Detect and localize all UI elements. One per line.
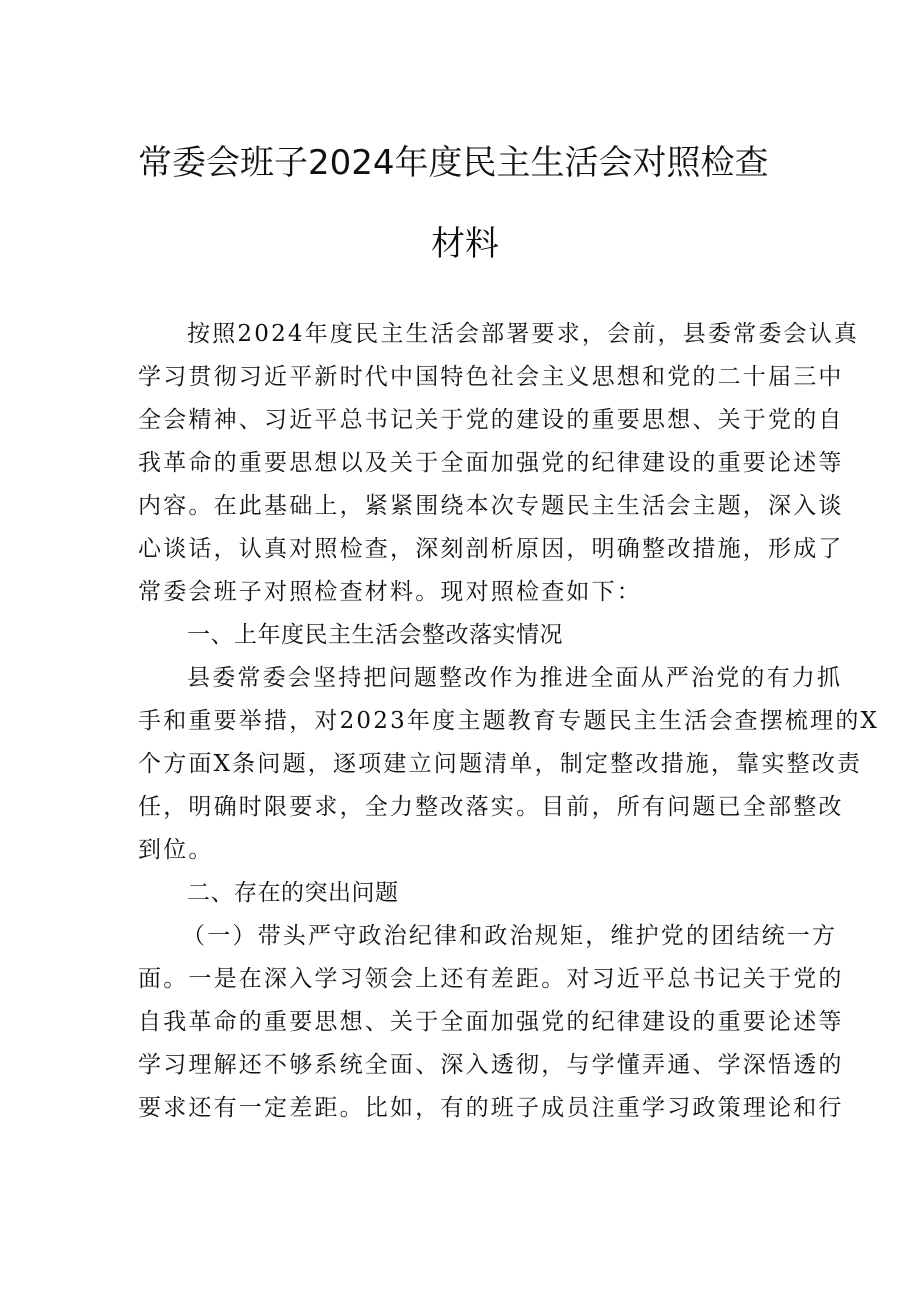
intro-line-1: 按照2024年度民主生活会部署要求，会前，县委常委会认真 [187, 321, 860, 347]
section-2-line-5: 要求还有一定差距。比如，有的班子成员注重学习政策理论和行 [138, 1095, 844, 1121]
intro-line-4: 我革命的重要思想以及关于全面加强党的纪律建设的重要论述等 [138, 450, 844, 476]
section-1-line-5: 到位。 [138, 837, 214, 863]
section-1-line-1: 县委常委会坚持把问题整改作为推进全面从严治党的有力抓 [187, 665, 843, 691]
section-1-line-3: 个方面X条问题，逐项建立问题清单，制定整改措施，靠实整改责 [138, 751, 863, 777]
intro-line-6: 心谈话，认真对照检查，深刻剖析原因，明确整改措施，形成了 [138, 536, 844, 562]
intro-line-7: 常委会班子对照检查材料。现对照检查如下： [138, 579, 642, 605]
section-2-line-2: 面。一是在深入学习领会上还有差距。对习近平总书记关于党的 [138, 966, 844, 992]
section-1-line-2: 手和重要举措，对2023年度主题教育专题民主生活会查摆梳理的X [138, 708, 880, 734]
section-2-line-4: 学习理解还不够系统全面、深入透彻，与学懂弄通、学深悟透的 [138, 1052, 844, 1078]
section-1-heading: 一、上年度民主生活会整改落实情况 [187, 622, 563, 648]
section-2-line-1: （一）带头严守政治纪律和政治规矩，维护党的团结统一方 [182, 923, 838, 949]
section-2-line-3: 自我革命的重要思想、关于全面加强党的纪律建设的重要论述等 [138, 1009, 844, 1035]
section-1-line-4: 任，明确时限要求，全力整改落实。目前，所有问题已全部整改 [138, 794, 844, 820]
intro-line-5: 内容。在此基础上，紧紧围绕本次专题民主生活会主题，深入谈 [138, 493, 844, 519]
document-title-line-1: 常委会班子2024年度民主生活会对照检查 [138, 143, 769, 183]
intro-line-3: 全会精神、习近平总书记关于党的建设的重要思想、关于党的自 [138, 407, 844, 433]
document-title-line-2: 材料 [431, 224, 499, 264]
section-2-heading: 二、存在的突出问题 [187, 880, 399, 906]
intro-line-2: 学习贯彻习近平新时代中国特色社会主义思想和党的二十届三中 [138, 364, 844, 390]
